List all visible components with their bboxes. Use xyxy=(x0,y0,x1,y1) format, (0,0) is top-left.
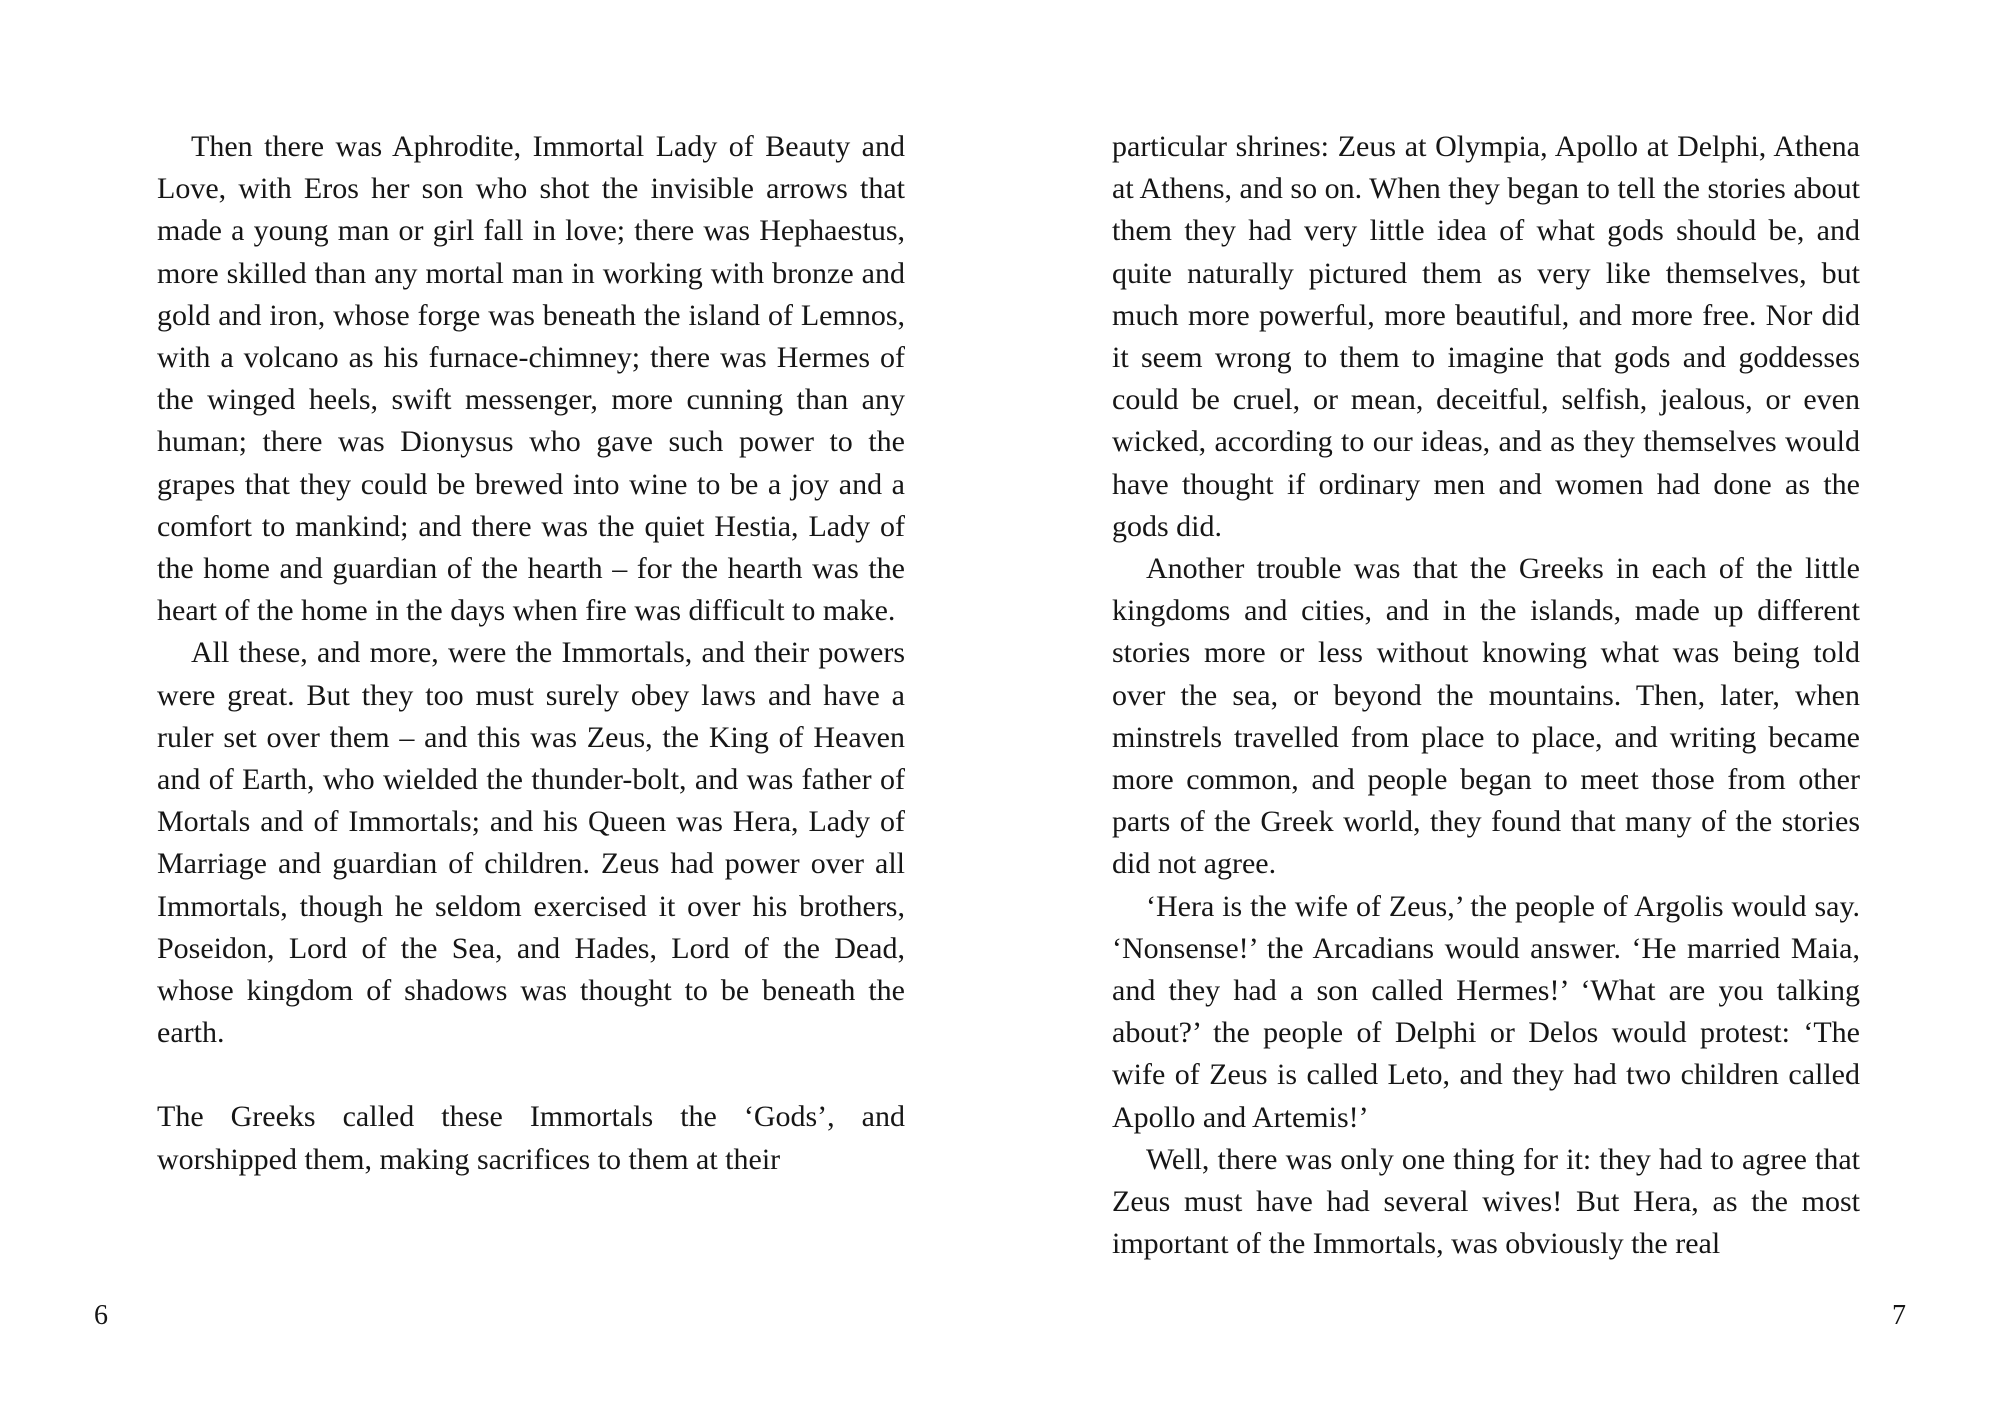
paragraph-another-trouble: Another trouble was that the Greeks in each of the little kingdoms and cities, and in the islands, made up different stories more or less without knowing what was being told over the sea, or beyond the mountains. Then, later, when minstrels travelled from place to place, and writing became more common, and people began to meet those from other parts of the Greek world, they found that many of the stories did not agree. xyxy=(1112,552,1860,881)
paragraph-gods-worship: The Greeks called these Immortals the ‘Gods’, and worshipped them, making sacrifices to them at their xyxy=(157,1100,905,1176)
page-number-left: 6 xyxy=(94,1300,108,1331)
paragraph-hera-dialogue: ‘Hera is the wife of Zeus,’ the people of Argolis would say. ‘Nonsense!’ the Arcadians would answer. ‘He married Maia, and they had a son called Hermes!’ ‘What are you talking about?’ the people of Delphi or Delos would protest: ‘The wife of Zeus is called Leto, and they had two children called Apollo and Artemis!’ xyxy=(1112,889,1860,1134)
paragraph-shrines: particular shrines: Zeus at Olympia, Apollo at Delphi, Athena at Athens, and so on. When they began to tell the stories about them they had very little idea of what gods should be, and quite naturally pictured them as very like themselves, but much more powerful, more beautiful, and more free. Nor did it seem wrong to them to imagine that gods and goddesses could be cruel, or mean, deceitful, selfish, jealous, or even wicked, according to our ideas, and as they themselves would have thought if ordinary men and women had done as the gods did. xyxy=(1112,130,1860,543)
right-page-text xyxy=(1112,126,1860,1265)
paragraph-aphrodite: Then there was Aphrodite, Immortal Lady of Beauty and Love, with Eros her son who shot the invisible arrows that made a young man or girl fall in love; there was Hephaestus, more skilled than any mortal man in working with bronze and gold and iron, whose forge was beneath the island of Lemnos, with a volcano as his furnace-chimney; there was Hermes of the winged heels, swift messenger, more cunning than any human; there was Dionysus who gave such power to the grapes that they could be brewed into wine to be a joy and a comfort to mankind; and there was the quiet Hestia, Lady of the home and guardian of the hearth – for the hearth was the heart of the home in the days when fire was difficult to make. xyxy=(157,130,905,628)
paragraph-several-wives: Well, there was only one thing for it: they had to agree that Zeus must have had several wives! But Hera, as the most important of the Immortals, was obviously the real xyxy=(1112,1142,1860,1261)
left-page-text xyxy=(157,126,905,1181)
paragraph-immortals-powers: All these, and more, were the Immortals, and their powers were great. But they too must surely obey laws and have a ruler set over them – and this was Zeus, the King of Heaven and of Earth, who wielded the thunder-bolt, and was father of Mortals and of Immortals; and his Queen was Hera, Lady of Marriage and guardian of children. Zeus had power over all Immortals, though he seldom exercised it over his brothers, Poseidon, Lord of the Sea, and Hades, Lord of the Dead, whose kingdom of shadows was thought to be beneath the earth. xyxy=(157,636,905,1050)
page-number-right: 7 xyxy=(1892,1300,1906,1331)
